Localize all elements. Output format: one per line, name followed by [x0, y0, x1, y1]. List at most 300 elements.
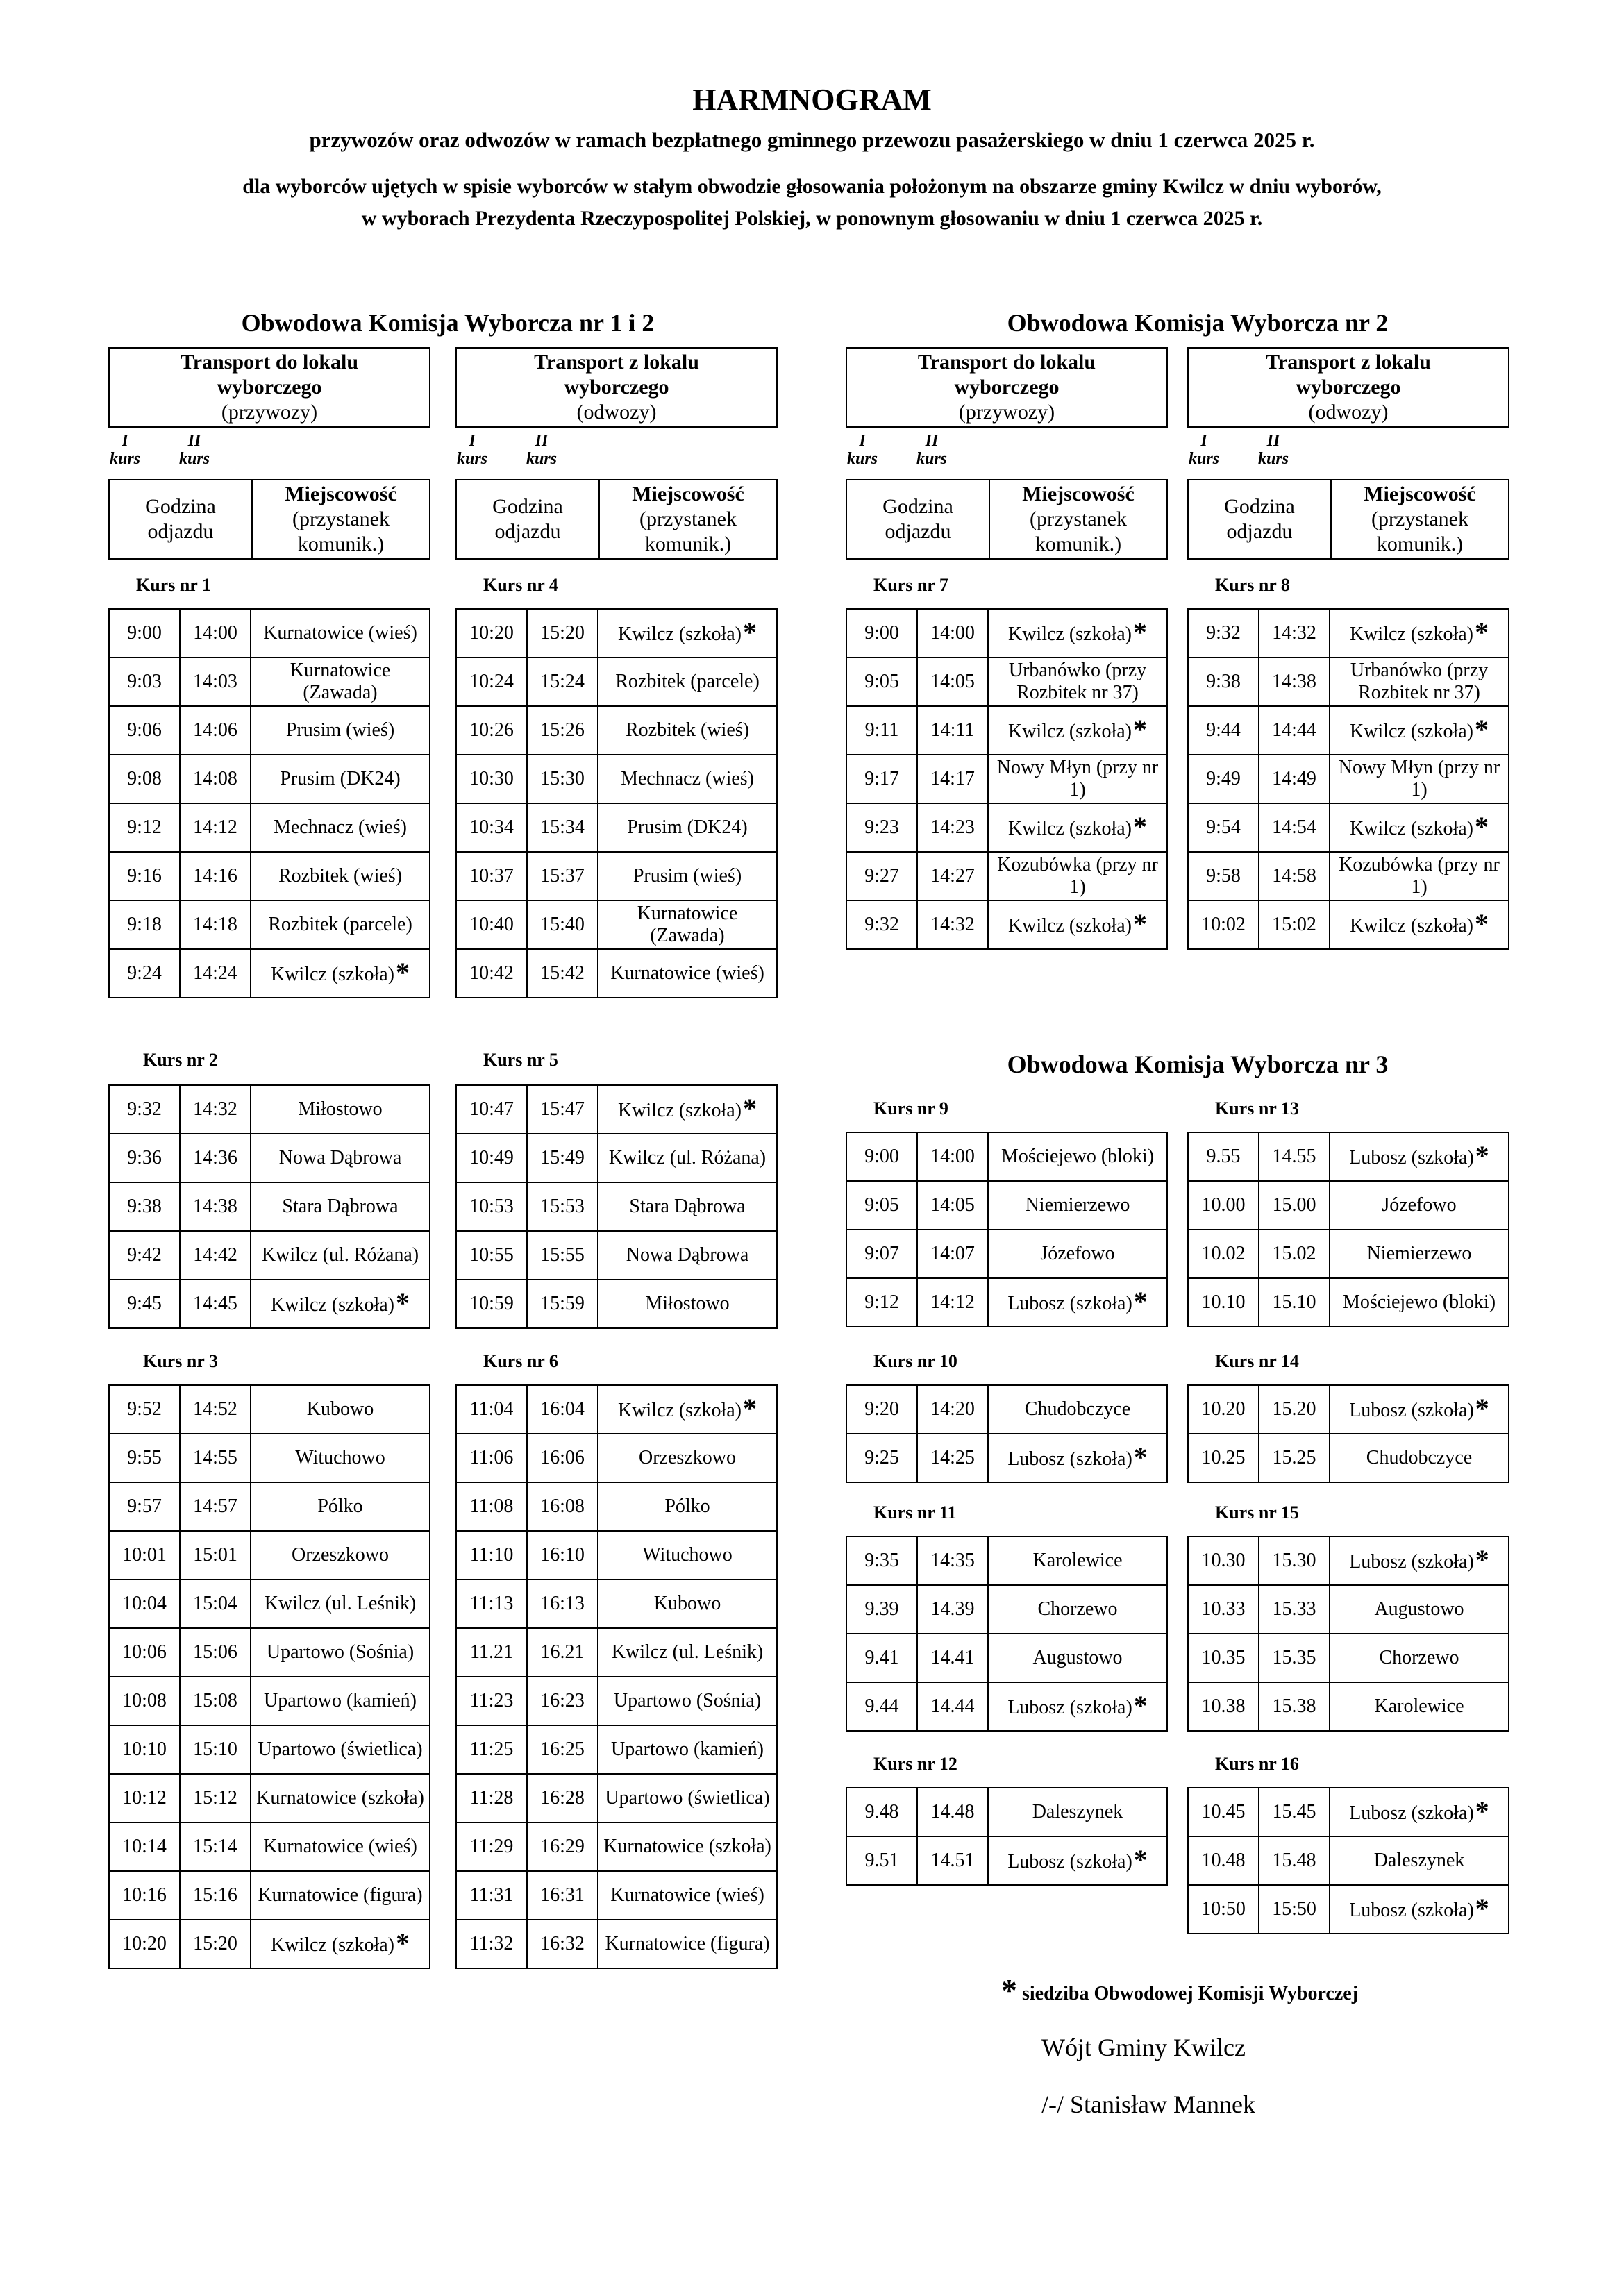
second-run-time: 15:55	[527, 1231, 598, 1280]
transport-line-2: wyborczego	[217, 376, 322, 399]
stop-locality	[251, 1182, 430, 1231]
table-row	[456, 949, 777, 998]
commission-seat-star-icon: *	[1133, 1441, 1148, 1473]
second-run-time: 15:49	[527, 1134, 598, 1182]
stop-name: Nowy Młyn (przy nr 1)	[1338, 757, 1500, 801]
table-row	[109, 657, 430, 706]
first-run-time: 9:03	[109, 657, 180, 706]
table-row	[846, 706, 1167, 755]
stop-locality	[988, 1585, 1167, 1634]
table-row	[1188, 1885, 1509, 1934]
table-row	[456, 1774, 777, 1822]
stop-locality	[251, 1134, 430, 1182]
second-run-time: 16:32	[527, 1920, 598, 1968]
column-header	[455, 479, 778, 560]
commission-seat-star-icon: *	[396, 956, 410, 988]
stop-name: Kwilcz (szkoła)	[617, 1399, 742, 1421]
kurs-label-I	[1183, 432, 1225, 468]
second-run-time: 14:25	[917, 1434, 988, 1482]
first-run-time: 9:54	[1188, 803, 1259, 852]
stop-locality	[598, 1085, 777, 1134]
miejscowosc-line-1: Miejscowość	[285, 483, 397, 505]
second-run-time: 15.00	[1259, 1181, 1330, 1230]
stop-locality	[1330, 1585, 1509, 1634]
table-row	[109, 1579, 430, 1628]
stop-locality	[251, 1920, 430, 1968]
stop-name: Upartowo (Sośnia)	[266, 1641, 415, 1663]
first-run-time: 11:32	[456, 1920, 527, 1968]
second-run-time: 14:24	[180, 949, 251, 998]
stop-name: Kozubówka (przy nr 1)	[997, 854, 1158, 898]
stop-name: Chudobczyce	[1366, 1447, 1473, 1468]
course-table	[1187, 1384, 1509, 1483]
stop-name: Lubosz (szkoła)	[1007, 1448, 1132, 1470]
table-row	[456, 1182, 777, 1231]
stop-name: Stara Dąbrowa	[629, 1196, 746, 1217]
stop-locality	[598, 1531, 777, 1579]
kurs-roman: II	[1266, 432, 1280, 450]
commission-seat-star-icon: *	[1475, 1795, 1489, 1827]
stop-locality	[251, 1231, 430, 1280]
table-row	[846, 1434, 1167, 1482]
table-row	[846, 1585, 1167, 1634]
table-row	[846, 900, 1167, 949]
table-row	[456, 1385, 777, 1434]
second-run-time: 14:23	[917, 803, 988, 852]
first-run-time: 9:07	[846, 1230, 917, 1278]
first-run-time: 11:10	[456, 1531, 527, 1579]
table-row	[1188, 803, 1509, 852]
course-table	[1187, 1132, 1509, 1327]
transport-line-1: Transport z lokalu	[534, 351, 699, 374]
second-run-time: 15:08	[180, 1677, 251, 1725]
stop-locality	[988, 900, 1167, 949]
stop-name: Kwilcz (szkoła)	[1349, 623, 1474, 645]
stop-locality	[988, 755, 1167, 803]
first-run-time: 9:27	[846, 852, 917, 900]
table-row	[109, 706, 430, 755]
miejscowosc-line-3: komunik.)	[1376, 533, 1464, 555]
stop-name: Kwilcz (ul. Leśnik)	[611, 1641, 764, 1663]
godzina-line-2: odjazdu	[1226, 520, 1293, 543]
commission-seat-star-icon: *	[1475, 907, 1489, 939]
commission-2-heading: Obwodowa Komisja Wyborcza nr 2	[1007, 309, 1389, 337]
table-row	[109, 1434, 430, 1482]
stop-name: Mechnacz (wieś)	[273, 816, 407, 838]
stop-locality	[1330, 1434, 1509, 1482]
kurs-roman: I	[122, 432, 128, 450]
stop-locality	[1330, 1682, 1509, 1731]
table-row	[1188, 1634, 1509, 1682]
table-row	[109, 609, 430, 657]
stop-name: Kurnatowice (figura)	[258, 1884, 423, 1906]
stop-name: Augustowo	[1032, 1647, 1123, 1668]
second-run-time: 15:34	[527, 803, 598, 852]
first-run-time: 9:45	[109, 1280, 180, 1328]
stop-locality	[251, 949, 430, 998]
stop-name: Upartowo (kamień)	[610, 1738, 764, 1760]
second-run-time: 15.25	[1259, 1434, 1330, 1482]
second-run-time: 14:18	[180, 900, 251, 949]
signature: /-/ Stanisław Mannek	[1041, 2090, 1255, 2118]
stop-name: Lubosz (szkoła)	[1349, 1146, 1474, 1168]
second-run-time: 15:26	[527, 706, 598, 755]
second-run-time: 14:52	[180, 1385, 251, 1434]
stop-name: Kwilcz (szkoła)	[1007, 623, 1132, 645]
first-run-time: 10.45	[1188, 1788, 1259, 1836]
second-run-time: 15:14	[180, 1822, 251, 1871]
first-run-time: 10.33	[1188, 1585, 1259, 1634]
course-name: Kurs nr 10	[873, 1351, 957, 1371]
table-row	[1188, 1585, 1509, 1634]
course-name: Kurs nr 15	[1215, 1502, 1299, 1523]
stop-locality	[251, 1822, 430, 1871]
godzina-line-1: Godzina	[882, 495, 953, 518]
commission-seat-star-icon: *	[396, 1287, 410, 1318]
godzina-line-1: Godzina	[145, 495, 216, 518]
stop-locality	[988, 706, 1167, 755]
second-run-time: 14:00	[917, 609, 988, 657]
stop-locality	[251, 1385, 430, 1434]
transport-sub: (przywozy)	[958, 401, 1055, 424]
kurs-word: kurs	[109, 450, 141, 468]
table-row	[456, 1725, 777, 1774]
course-name: Kurs nr 14	[1215, 1351, 1299, 1371]
table-row	[456, 803, 777, 852]
first-run-time: 9:24	[109, 949, 180, 998]
departure-time-header	[847, 480, 990, 558]
second-run-time: 14.44	[917, 1682, 988, 1731]
second-run-time: 15:12	[180, 1774, 251, 1822]
second-run-time: 14:20	[917, 1385, 988, 1434]
first-run-time: 9.55	[1188, 1132, 1259, 1181]
first-run-time: 10:12	[109, 1774, 180, 1822]
stop-locality	[1330, 1885, 1509, 1934]
stop-locality	[251, 1085, 430, 1134]
commission-seat-star-icon: *	[1475, 713, 1489, 745]
locality-header	[600, 480, 776, 558]
first-run-time: 11:04	[456, 1385, 527, 1434]
first-run-time: 9:11	[846, 706, 917, 755]
kurs-roman: I	[1200, 432, 1207, 450]
table-row	[109, 1628, 430, 1677]
kurs-word: kurs	[526, 450, 558, 468]
stop-locality	[598, 1385, 777, 1434]
first-run-time: 10.30	[1188, 1536, 1259, 1585]
course-table	[846, 1787, 1168, 1886]
first-run-time: 10:30	[456, 755, 527, 803]
stop-locality	[598, 852, 777, 900]
table-row	[456, 1920, 777, 1968]
kurs-label-I	[104, 432, 146, 468]
stop-name: Nowy Młyn (przy nr 1)	[996, 757, 1159, 801]
first-run-time: 9:44	[1188, 706, 1259, 755]
second-run-time: 14.41	[917, 1634, 988, 1682]
stop-name: Lubosz (szkoła)	[1007, 1696, 1132, 1718]
second-run-time: 14:44	[1259, 706, 1330, 755]
second-run-time: 15:53	[527, 1182, 598, 1231]
miejscowosc-line-1: Miejscowość	[632, 483, 744, 505]
second-run-time: 14:35	[917, 1536, 988, 1585]
stop-name: Kwilcz (szkoła)	[270, 963, 395, 985]
second-run-time: 14:42	[180, 1231, 251, 1280]
stop-locality	[598, 755, 777, 803]
table-row	[109, 1725, 430, 1774]
godzina-line-2: odjazdu	[494, 520, 561, 543]
first-run-time: 11:23	[456, 1677, 527, 1725]
second-run-time: 14.39	[917, 1585, 988, 1634]
commission-seat-star-icon: *	[1133, 713, 1148, 745]
stop-locality	[598, 1677, 777, 1725]
transport-line-2: wyborczego	[1296, 376, 1401, 399]
first-run-time: 9:20	[846, 1385, 917, 1434]
transport-line-1: Transport z lokalu	[1266, 351, 1431, 374]
description-line-2: w wyborach Prezydenta Rzeczypospolitej Polskiej, w ponownym głosowaniu w dniu 1 czerwca 2025 r.	[361, 207, 1263, 230]
stop-locality	[251, 1677, 430, 1725]
stop-locality	[988, 1278, 1167, 1327]
stop-locality	[598, 900, 777, 949]
second-run-time: 16:25	[527, 1725, 598, 1774]
course-name: Kurs nr 3	[143, 1351, 218, 1371]
transport-from-box	[455, 347, 778, 428]
stop-locality	[1330, 1230, 1509, 1278]
table-row	[109, 1134, 430, 1182]
second-run-time: 14:45	[180, 1280, 251, 1328]
kurs-roman: II	[535, 432, 549, 450]
first-run-time: 11:06	[456, 1434, 527, 1482]
stop-name: Kwilcz (szkoła)	[617, 623, 742, 645]
transport-to-box	[108, 347, 430, 428]
second-run-time: 14:49	[1259, 755, 1330, 803]
second-run-time: 14.48	[917, 1788, 988, 1836]
table-row	[456, 900, 777, 949]
second-run-time: 16:31	[527, 1871, 598, 1920]
commission-seat-star-icon: *	[1475, 1139, 1489, 1171]
document-subtitle: przywozów oraz odwozów w ramach bezpłatnego gminnego przewozu pasażerskiego w dniu 1 czerwca 2025 r.	[309, 128, 1315, 152]
legend	[1000, 1972, 1358, 2009]
table-row	[846, 1278, 1167, 1327]
stop-name: Daleszynek	[1373, 1850, 1465, 1871]
table-row	[1188, 1181, 1509, 1230]
first-run-time: 10:34	[456, 803, 527, 852]
stop-name: Upartowo (świetlica)	[258, 1738, 423, 1760]
stop-locality	[1330, 657, 1509, 706]
first-run-time: 9:35	[846, 1536, 917, 1585]
table-row	[109, 803, 430, 852]
table-row	[846, 1132, 1167, 1181]
second-run-time: 14:07	[917, 1230, 988, 1278]
course-name: Kurs nr 2	[143, 1050, 218, 1070]
transport-line-1: Transport do lokalu	[917, 351, 1096, 374]
stop-name: Kwilcz (szkoła)	[1349, 817, 1474, 839]
stop-name: Orzeszkowo	[292, 1544, 389, 1566]
column-header	[846, 479, 1168, 560]
kurs-label-II	[1253, 432, 1294, 468]
transport-to-box	[846, 347, 1168, 428]
second-run-time: 14:38	[180, 1182, 251, 1231]
stop-name: Kwilcz (ul. Leśnik)	[264, 1593, 417, 1614]
table-row	[109, 852, 430, 900]
second-run-time: 15.45	[1259, 1788, 1330, 1836]
first-run-time: 10:20	[456, 609, 527, 657]
first-run-time: 9.41	[846, 1634, 917, 1682]
second-run-time: 15.30	[1259, 1536, 1330, 1585]
stop-locality	[598, 1482, 777, 1531]
stop-locality	[251, 1725, 430, 1774]
first-run-time: 9.51	[846, 1836, 917, 1885]
second-run-time: 14:57	[180, 1482, 251, 1531]
first-run-time: 9:32	[846, 900, 917, 949]
first-run-time: 10:10	[109, 1725, 180, 1774]
stop-name: Kwilcz (szkoła)	[1007, 720, 1132, 742]
stop-locality	[988, 1536, 1167, 1585]
stop-locality	[1330, 1788, 1509, 1836]
course-table	[108, 608, 430, 998]
miejscowosc-line-3: komunik.)	[1035, 533, 1122, 555]
stop-name: Kubowo	[653, 1593, 721, 1614]
table-row	[1188, 1836, 1509, 1885]
stop-name: Kurnatowice (wieś)	[610, 962, 764, 984]
first-run-time: 9:06	[109, 706, 180, 755]
table-row	[1188, 900, 1509, 949]
legend-text: siedziba Obwodowej Komisji Wyborczej	[1022, 1983, 1359, 2004]
table-row	[1188, 755, 1509, 803]
table-row	[456, 1434, 777, 1482]
second-run-time: 15:24	[527, 657, 598, 706]
stop-locality	[988, 609, 1167, 657]
godzina-line-2: odjazdu	[147, 520, 214, 543]
stop-locality	[598, 1871, 777, 1920]
second-run-time: 15.33	[1259, 1585, 1330, 1634]
stop-name: Kurnatowice (Zawada)	[637, 903, 738, 946]
table-row	[1188, 1434, 1509, 1482]
second-run-time: 14:08	[180, 755, 251, 803]
second-run-time: 14:55	[180, 1434, 251, 1482]
second-run-time: 15:10	[180, 1725, 251, 1774]
table-row	[846, 1836, 1167, 1885]
stop-locality	[251, 1280, 430, 1328]
first-run-time: 9:32	[109, 1085, 180, 1134]
table-row	[846, 1230, 1167, 1278]
stop-locality	[251, 852, 430, 900]
departure-time-header	[457, 480, 600, 558]
stop-name: Lubosz (szkoła)	[1349, 1802, 1474, 1824]
table-row	[456, 1134, 777, 1182]
departure-time-header	[110, 480, 253, 558]
second-run-time: 15.48	[1259, 1836, 1330, 1885]
second-run-time: 15.20	[1259, 1385, 1330, 1434]
stop-locality	[988, 1385, 1167, 1434]
stop-locality	[598, 1920, 777, 1968]
second-run-time: 14:17	[917, 755, 988, 803]
commission-seat-star-icon: *	[1133, 810, 1148, 842]
course-name: Kurs nr 9	[873, 1098, 948, 1118]
table-row	[109, 1385, 430, 1434]
stop-locality	[988, 1181, 1167, 1230]
second-run-time: 15:20	[180, 1920, 251, 1968]
kurs-label-II	[911, 432, 953, 468]
stop-name: Kurnatowice (wieś)	[610, 1884, 764, 1906]
course-name: Kurs nr 11	[873, 1502, 957, 1523]
kurs-roman: II	[925, 432, 939, 450]
stop-locality	[598, 1774, 777, 1822]
second-run-time: 15:59	[527, 1280, 598, 1328]
stop-locality	[598, 1434, 777, 1482]
locality-header	[1332, 480, 1508, 558]
second-run-time: 15:02	[1259, 900, 1330, 949]
kurs-label-I	[451, 432, 493, 468]
godzina-line-2: odjazdu	[885, 520, 951, 543]
first-run-time: 9:32	[1188, 609, 1259, 657]
commission-1-2-heading: Obwodowa Komisja Wyborcza nr 1 i 2	[241, 309, 655, 337]
godzina-line-1: Godzina	[1224, 495, 1295, 518]
second-run-time: 15:37	[527, 852, 598, 900]
first-run-time: 10.10	[1188, 1278, 1259, 1327]
table-row	[846, 1682, 1167, 1731]
stop-name: Kwilcz (szkoła)	[617, 1099, 742, 1121]
stop-locality	[251, 1579, 430, 1628]
course-name: Kurs nr 16	[1215, 1754, 1299, 1774]
commission-seat-star-icon: *	[1475, 1392, 1489, 1424]
stop-name: Upartowo (świetlica)	[605, 1787, 770, 1809]
stop-name: Kurnatowice (figura)	[605, 1933, 770, 1954]
stop-name: Lubosz (szkoła)	[1007, 1850, 1132, 1872]
stop-locality	[251, 657, 430, 706]
stop-name: Kurnatowice (szkoła)	[256, 1787, 424, 1809]
table-row	[456, 706, 777, 755]
stop-name: Kurnatowice (wieś)	[263, 1836, 417, 1857]
first-run-time: 9:05	[846, 657, 917, 706]
stop-locality	[988, 1634, 1167, 1682]
table-row	[846, 803, 1167, 852]
table-row	[1188, 1385, 1509, 1434]
table-row	[109, 949, 430, 998]
stop-locality	[1330, 1836, 1509, 1885]
column-header	[108, 479, 430, 560]
stop-name: Chorzewo	[1379, 1647, 1459, 1668]
stop-locality	[251, 1628, 430, 1677]
commission-seat-star-icon: *	[743, 616, 757, 648]
second-run-time: 16:08	[527, 1482, 598, 1531]
table-row	[1188, 852, 1509, 900]
stop-name: Pólko	[317, 1495, 363, 1517]
first-run-time: 10:59	[456, 1280, 527, 1328]
stop-locality	[251, 900, 430, 949]
first-run-time: 10:53	[456, 1182, 527, 1231]
second-run-time: 16:28	[527, 1774, 598, 1822]
table-row	[1188, 1788, 1509, 1836]
table-row	[1188, 1132, 1509, 1181]
transport-from-box	[1187, 347, 1509, 428]
first-run-time: 10:02	[1188, 900, 1259, 949]
table-row	[109, 900, 430, 949]
stop-name: Rozbitek (parcele)	[615, 671, 760, 692]
document-title: HARMNOGRAM	[692, 83, 932, 117]
transport-line-1: Transport do lokalu	[180, 351, 359, 374]
first-run-time: 9:49	[1188, 755, 1259, 803]
table-row	[109, 1482, 430, 1531]
stop-locality	[988, 1230, 1167, 1278]
first-run-time: 9:17	[846, 755, 917, 803]
description-line-1: dla wyborców ujętych w spisie wyborców w stałym obwodzie głosowania położonym na obszarze gminy Kwilcz w dniu wyborów,	[242, 175, 1382, 198]
table-row	[109, 1280, 430, 1328]
transport-sub: (odwozy)	[576, 401, 657, 424]
stop-locality	[1330, 1278, 1509, 1327]
stop-locality	[988, 1682, 1167, 1731]
transport-line-2: wyborczego	[564, 376, 669, 399]
course-name: Kurs nr 6	[483, 1351, 558, 1371]
second-run-time: 15:06	[180, 1628, 251, 1677]
